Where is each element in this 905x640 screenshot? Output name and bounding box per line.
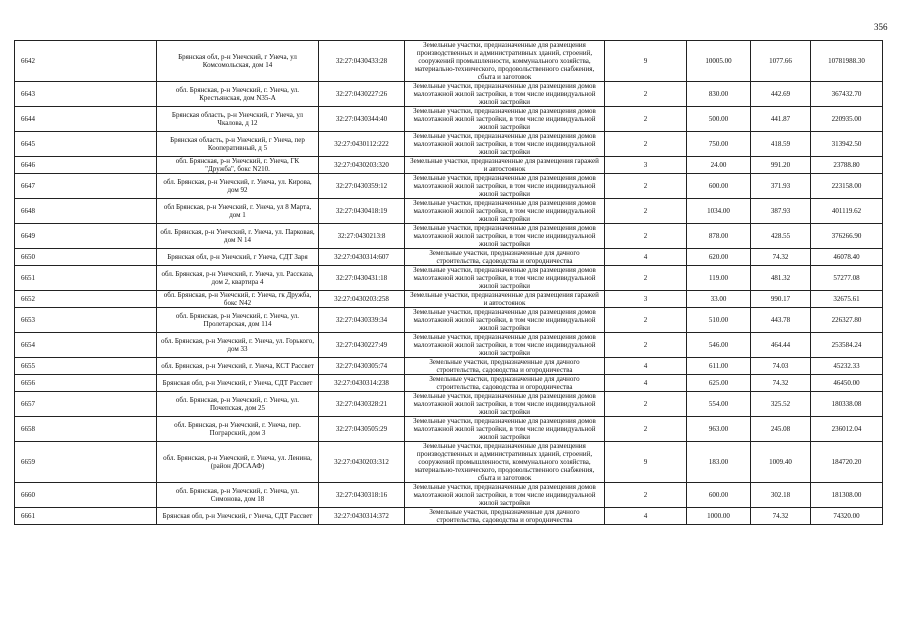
address-cell: обл. Брянская, р-н Унечский, г. Унеча, пер. Пограрский, дом 3: [157, 417, 319, 442]
cadastral-value-cell: 401119.62: [811, 199, 883, 224]
category-cell: 3: [605, 157, 687, 174]
cadastral-value-cell: 313942.50: [811, 132, 883, 157]
land-use-cell: Земельные участки, предназначенные для дачного строительства, садоводства и огородничества: [405, 508, 605, 525]
specific-value-cell: 418.59: [751, 132, 811, 157]
category-cell: 2: [605, 174, 687, 199]
cadastral-number-cell: 32:27:0430505:29: [319, 417, 405, 442]
address-cell: обл. Брянская, р-н Унечский, г. Унеча, ул. Рассказа, дом 2, квартира 4: [157, 266, 319, 291]
area-cell: 750.00: [687, 132, 751, 157]
address-cell: Брянская обл, р-н Унечский, г Унеча, ул Комсомольская, дом 14: [157, 41, 319, 82]
table-row: [15, 224, 883, 249]
page-number: 356: [874, 22, 888, 32]
row-number: 6651: [15, 266, 157, 291]
cadastral-value-cell: 220935.00: [811, 107, 883, 132]
table-row: [15, 249, 883, 266]
address-cell: обл. Брянская, р-н Унечский, г. Унеча, ул. Крестьянская, дом N35-А: [157, 82, 319, 107]
land-use-cell: Земельные участки, предназначенные для размещения домов малоэтажной жилой застройки, в том числе индивидуальной жилой застройки: [405, 266, 605, 291]
cadastral-number-cell: 32:27:0430359:12: [319, 174, 405, 199]
cadastral-value-cell: 57277.08: [811, 266, 883, 291]
table-row: [15, 358, 883, 375]
area-cell: 500.00: [687, 107, 751, 132]
category-cell: 2: [605, 199, 687, 224]
cadastral-number-cell: 32:27:0430318:16: [319, 483, 405, 508]
cadastral-value-cell: 184720.20: [811, 442, 883, 483]
land-use-cell: Земельные участки, предназначенные для размещения производственных и административных зданий, строений, сооружений промышленности, коммунального хозяйства, материально-технического, продовольственного снабжения, сбыта и заготовок: [405, 41, 605, 82]
cadastral-number-cell: 32:27:0430339:34: [319, 308, 405, 333]
address-cell: Брянская обл, р-н Унечский, г Унеча, СДТ Заря: [157, 249, 319, 266]
category-cell: 2: [605, 483, 687, 508]
cadastral-value-cell: 32675.61: [811, 291, 883, 308]
category-cell: 2: [605, 82, 687, 107]
table-row: [15, 417, 883, 442]
area-cell: 625.00: [687, 375, 751, 392]
cadastral-value-cell: 253584.24: [811, 333, 883, 358]
category-cell: 3: [605, 291, 687, 308]
category-cell: 2: [605, 392, 687, 417]
category-cell: 2: [605, 132, 687, 157]
row-number: 6649: [15, 224, 157, 249]
category-cell: 4: [605, 508, 687, 525]
category-cell: 2: [605, 417, 687, 442]
land-use-cell: Земельные участки, предназначенные для размещения домов малоэтажной жилой застройки, в том числе индивидуальной жилой застройки: [405, 174, 605, 199]
area-cell: 611.00: [687, 358, 751, 375]
area-cell: 33.00: [687, 291, 751, 308]
specific-value-cell: 1077.66: [751, 41, 811, 82]
category-cell: 4: [605, 375, 687, 392]
specific-value-cell: 325.52: [751, 392, 811, 417]
area-cell: 546.00: [687, 333, 751, 358]
land-use-cell: Земельные участки, предназначенные для размещения домов малоэтажной жилой застройки, в том числе индивидуальной жилой застройки: [405, 392, 605, 417]
specific-value-cell: 74.32: [751, 249, 811, 266]
row-number: 6653: [15, 308, 157, 333]
address-cell: Брянская область, р-н Унечский, г Унеча, ул Чкалова, д 12: [157, 107, 319, 132]
row-number: 6661: [15, 508, 157, 525]
address-cell: обл. Брянская, р-н Унечский, г. Унеча, гк Дружба, бокс N42: [157, 291, 319, 308]
specific-value-cell: 74.32: [751, 375, 811, 392]
cadastral-number-cell: 32:27:0430203:258: [319, 291, 405, 308]
address-cell: Брянская обл, р-н Унечский, г Унеча, СДТ Рассвет: [157, 508, 319, 525]
cadastral-value-cell: 45232.33: [811, 358, 883, 375]
table-row: [15, 157, 883, 174]
land-use-cell: Земельные участки, предназначенные для размещения гаражей и автостоянок: [405, 291, 605, 308]
cadastral-value-cell: 74320.00: [811, 508, 883, 525]
cadastral-number-cell: 32:27:0430433:28: [319, 41, 405, 82]
cadastral-value-cell: 223158.00: [811, 174, 883, 199]
row-number: 6644: [15, 107, 157, 132]
cadastral-value-cell: 367432.70: [811, 82, 883, 107]
row-number: 6655: [15, 358, 157, 375]
row-number: 6648: [15, 199, 157, 224]
row-number: 6643: [15, 82, 157, 107]
area-cell: 554.00: [687, 392, 751, 417]
area-cell: 600.00: [687, 174, 751, 199]
area-cell: 963.00: [687, 417, 751, 442]
category-cell: 2: [605, 224, 687, 249]
address-cell: обл. Брянская, р-н Унечский, г. Унеча, ул. Горького, дом 33: [157, 333, 319, 358]
table-row: [15, 174, 883, 199]
specific-value-cell: 428.55: [751, 224, 811, 249]
category-cell: 2: [605, 308, 687, 333]
cadastral-number-cell: 32:27:0430418:19: [319, 199, 405, 224]
cadastral-value-cell: 376266.90: [811, 224, 883, 249]
row-number: 6645: [15, 132, 157, 157]
cadastral-number-cell: 32:27:0430227:26: [319, 82, 405, 107]
land-use-cell: Земельные участки, предназначенные для размещения домов малоэтажной жилой застройки, в том числе индивидуальной жилой застройки: [405, 483, 605, 508]
land-use-cell: Земельные участки, предназначенные для размещения домов малоэтажной жилой застройки, в том числе индивидуальной жилой застройки: [405, 199, 605, 224]
specific-value-cell: 74.32: [751, 508, 811, 525]
specific-value-cell: 371.93: [751, 174, 811, 199]
specific-value-cell: 302.18: [751, 483, 811, 508]
cadastral-value-cell: 181308.00: [811, 483, 883, 508]
category-cell: 4: [605, 249, 687, 266]
cadastral-number-cell: 32:27:0430344:40: [319, 107, 405, 132]
cadastral-number-cell: 32:27:0430314:607: [319, 249, 405, 266]
land-use-cell: Земельные участки, предназначенные для размещения домов малоэтажной жилой застройки, в том числе индивидуальной жилой застройки: [405, 308, 605, 333]
specific-value-cell: 441.87: [751, 107, 811, 132]
category-cell: 2: [605, 266, 687, 291]
row-number: 6642: [15, 41, 157, 82]
cadastral-number-cell: 32:27:0430305:74: [319, 358, 405, 375]
cadastral-number-cell: 32:27:0430431:18: [319, 266, 405, 291]
specific-value-cell: 481.32: [751, 266, 811, 291]
cadastral-number-cell: 32:27:0430314:238: [319, 375, 405, 392]
address-cell: обл. Брянская, р-н Унечский, г. Унеча, ул. Ленина, (район ДОСААФ): [157, 442, 319, 483]
row-number: 6659: [15, 442, 157, 483]
table-row: [15, 132, 883, 157]
land-use-cell: Земельные участки, предназначенные для размещения домов малоэтажной жилой застройки, в том числе индивидуальной жилой застройки: [405, 333, 605, 358]
table-row: [15, 308, 883, 333]
land-use-cell: Земельные участки, предназначенные для дачного строительства, садоводства и огородничества: [405, 249, 605, 266]
registry-body: [15, 41, 883, 525]
cadastral-value-cell: 46078.40: [811, 249, 883, 266]
table-row: [15, 333, 883, 358]
cadastral-value-cell: 10781988.30: [811, 41, 883, 82]
area-cell: 878.00: [687, 224, 751, 249]
row-number: 6652: [15, 291, 157, 308]
specific-value-cell: 442.69: [751, 82, 811, 107]
land-use-cell: Земельные участки, предназначенные для размещения домов малоэтажной жилой застройки, в том числе индивидуальной жилой застройки: [405, 82, 605, 107]
address-cell: Брянская область, р-н Унечский, г Унеча, пер Кооперативный, д 5: [157, 132, 319, 157]
category-cell: 4: [605, 358, 687, 375]
address-cell: Брянская обл, р-н Унечский, г Унеча, СДТ Рассвет: [157, 375, 319, 392]
land-use-cell: Земельные участки, предназначенные для размещения гаражей и автостоянок: [405, 157, 605, 174]
cadastral-value-cell: 46450.00: [811, 375, 883, 392]
area-cell: 600.00: [687, 483, 751, 508]
cadastral-value-cell: 236012.04: [811, 417, 883, 442]
address-cell: обл. Брянская, р-н Унечский, г. Унеча, ул. Пролетарская, дом 114: [157, 308, 319, 333]
row-number: 6660: [15, 483, 157, 508]
category-cell: 9: [605, 442, 687, 483]
cadastral-value-cell: 180338.08: [811, 392, 883, 417]
cadastral-number-cell: 32:27:0430314:372: [319, 508, 405, 525]
address-cell: обл. Брянская, р-н Унечский, г. Унеча, ул. Симонова, дом 18: [157, 483, 319, 508]
row-number: 6647: [15, 174, 157, 199]
specific-value-cell: 991.20: [751, 157, 811, 174]
cadastral-number-cell: 32:27:0430328:21: [319, 392, 405, 417]
specific-value-cell: 443.78: [751, 308, 811, 333]
address-cell: обл. Брянская, р-н Унечский, г. Унеча, КСТ Рассвет: [157, 358, 319, 375]
table-row: [15, 107, 883, 132]
land-use-cell: Земельные участки, предназначенные для размещения домов малоэтажной жилой застройки, в том числе индивидуальной жилой застройки: [405, 132, 605, 157]
category-cell: 2: [605, 333, 687, 358]
category-cell: 9: [605, 41, 687, 82]
table-row: [15, 442, 883, 483]
table-row: [15, 41, 883, 82]
cadastral-number-cell: 32:27:0430227:49: [319, 333, 405, 358]
row-number: 6658: [15, 417, 157, 442]
area-cell: 1034.00: [687, 199, 751, 224]
cadastral-value-cell: 23788.80: [811, 157, 883, 174]
row-number: 6657: [15, 392, 157, 417]
row-number: 6654: [15, 333, 157, 358]
area-cell: 510.00: [687, 308, 751, 333]
area-cell: 1000.00: [687, 508, 751, 525]
area-cell: 119.00: [687, 266, 751, 291]
specific-value-cell: 990.17: [751, 291, 811, 308]
row-number: 6656: [15, 375, 157, 392]
land-use-cell: Земельные участки, предназначенные для размещения производственных и административных зданий, строений, сооружений промышленности, коммунального хозяйства, материально-технического, продовольственного снабжения, сбыта и заготовок: [405, 442, 605, 483]
table-row: [15, 375, 883, 392]
specific-value-cell: 387.93: [751, 199, 811, 224]
specific-value-cell: 464.44: [751, 333, 811, 358]
specific-value-cell: 245.08: [751, 417, 811, 442]
specific-value-cell: 1009.40: [751, 442, 811, 483]
address-cell: обл. Брянская, р-н Унечский, г. Унеча, ул. Кирова, дом 92: [157, 174, 319, 199]
land-use-cell: Земельные участки, предназначенные для размещения домов малоэтажной жилой застройки, в том числе индивидуальной жилой застройки: [405, 224, 605, 249]
area-cell: 183.00: [687, 442, 751, 483]
table-row: [15, 266, 883, 291]
address-cell: обл. Брянская, р-н Унечский, г. Унеча, ул. Почепская, дом 25: [157, 392, 319, 417]
address-cell: обл. Брянская, р-н Унечский, г. Унеча, ул. Парковая, дом N 14: [157, 224, 319, 249]
land-use-cell: Земельные участки, предназначенные для дачного строительства, садоводства и огородничества: [405, 375, 605, 392]
cadastral-number-cell: 32:27:0430203:320: [319, 157, 405, 174]
land-use-cell: Земельные участки, предназначенные для размещения домов малоэтажной жилой застройки, в том числе индивидуальной жилой застройки: [405, 107, 605, 132]
area-cell: 24.00: [687, 157, 751, 174]
address-cell: обл Брянская, р-н Унечский, г. Унеча, ул 8 Марта, дом 1: [157, 199, 319, 224]
table-row: [15, 508, 883, 525]
cadastral-value-cell: 226327.80: [811, 308, 883, 333]
table-row: [15, 199, 883, 224]
specific-value-cell: 74.03: [751, 358, 811, 375]
area-cell: 830.00: [687, 82, 751, 107]
land-use-cell: Земельные участки, предназначенные для размещения домов малоэтажной жилой застройки, в том числе индивидуальной жилой застройки: [405, 417, 605, 442]
row-number: 6646: [15, 157, 157, 174]
land-use-cell: Земельные участки, предназначенные для дачного строительства, садоводства и огородничества: [405, 358, 605, 375]
table-row: [15, 392, 883, 417]
area-cell: 620.00: [687, 249, 751, 266]
table-row: [15, 82, 883, 107]
category-cell: 2: [605, 107, 687, 132]
table-row: [15, 483, 883, 508]
cadastral-number-cell: 32:27:0430112:222: [319, 132, 405, 157]
row-number: 6650: [15, 249, 157, 266]
cadastral-number-cell: 32:27:0430213:8: [319, 224, 405, 249]
cadastral-number-cell: 32:27:0430203:312: [319, 442, 405, 483]
table-row: [15, 291, 883, 308]
address-cell: обл. Брянская, р-н Унечский, г. Унеча, ГК "Дружба", бокс N210.: [157, 157, 319, 174]
area-cell: 10005.00: [687, 41, 751, 82]
land-registry-table: [14, 40, 883, 525]
